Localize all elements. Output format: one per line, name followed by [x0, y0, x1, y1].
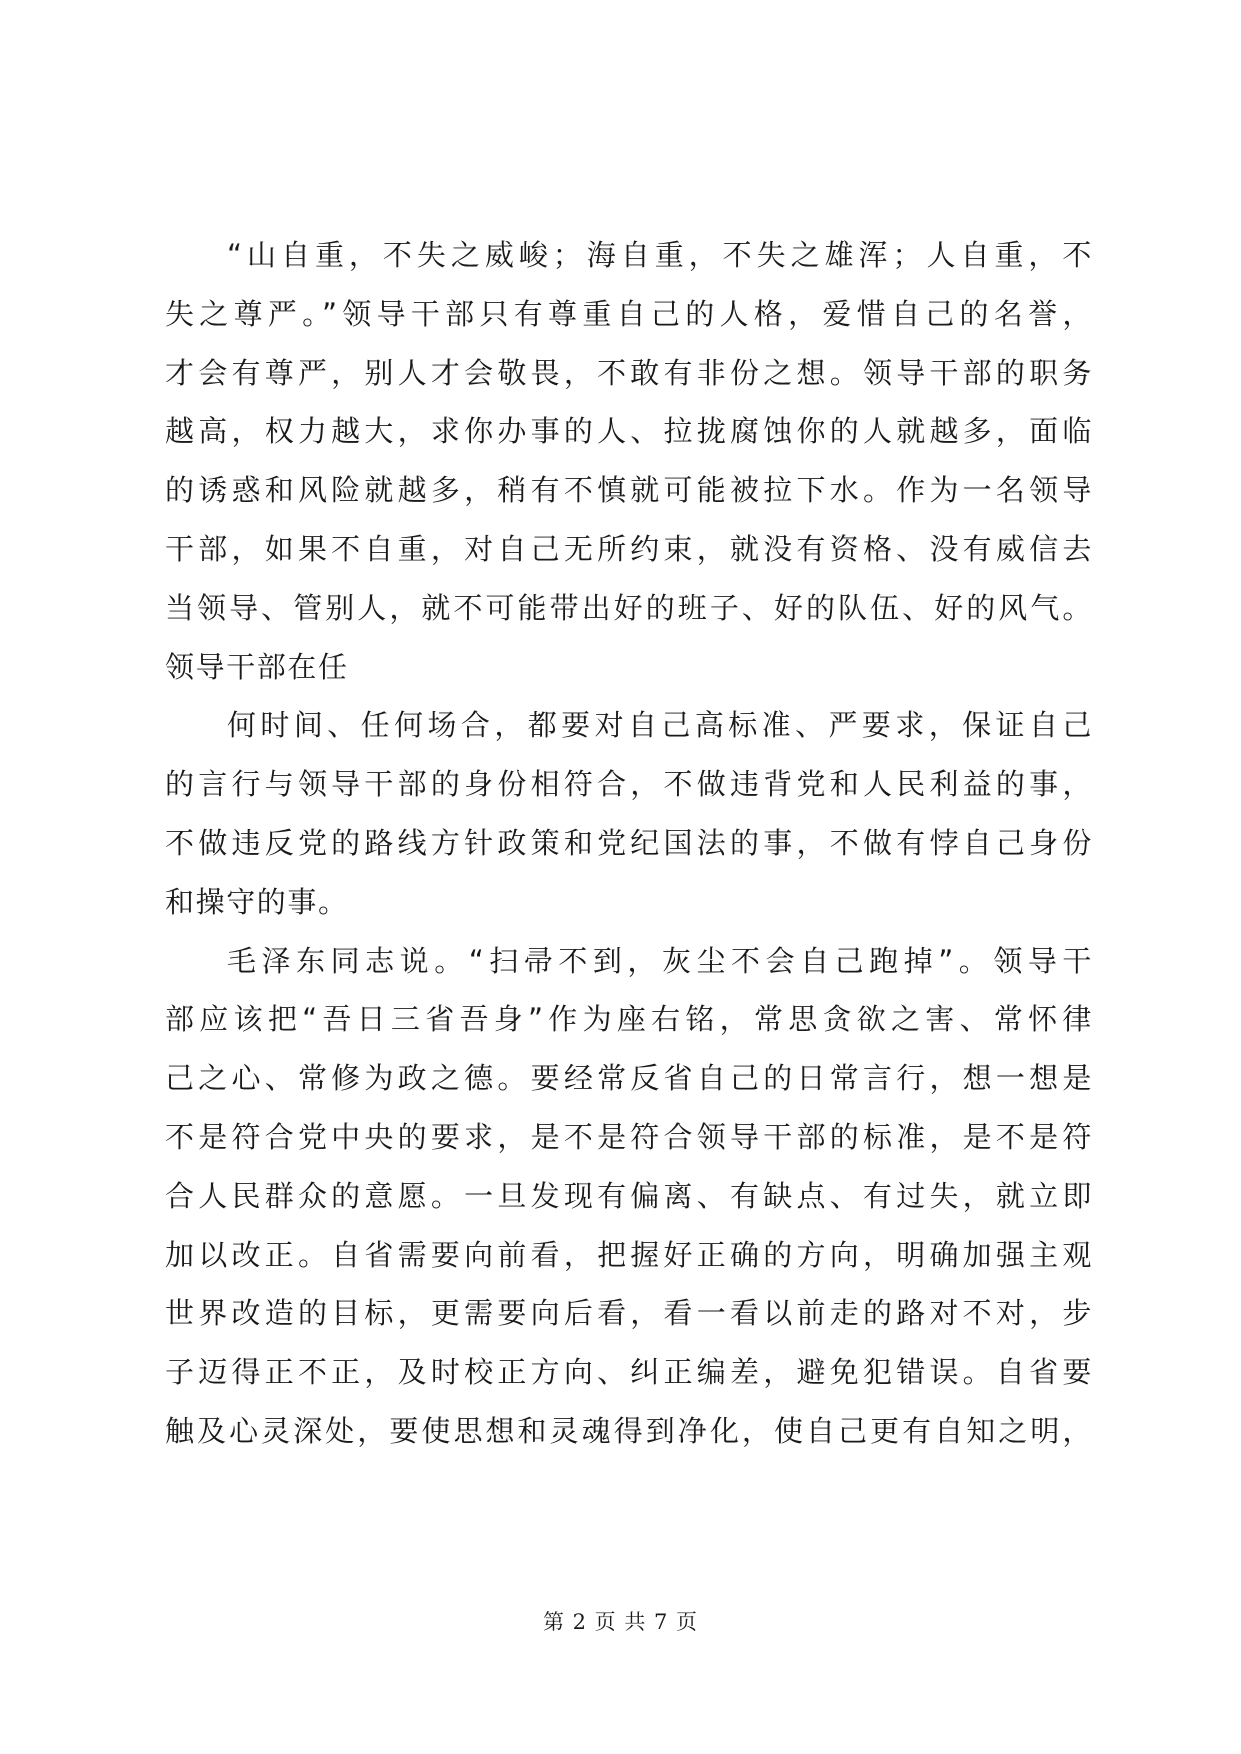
- text-line: 毛泽东同志说。“扫帚不到，灰尘不会自己跑掉”。领导干: [227, 943, 1093, 978]
- page-number-label: 第 2 页 共 7 页: [542, 1610, 699, 1634]
- text-line: 领导干部在任: [165, 649, 349, 684]
- text-line: 部应该把“吾日三省吾身”作为座右铭，常思贪欲之害、常怀律: [165, 1002, 1093, 1037]
- text-line: 己之心、常修为政之德。要经常反省自己的日常言行，想一想是: [165, 1061, 1093, 1096]
- paragraph-1: [165, 226, 1093, 696]
- text-line: 加以改正。自省需要向前看，把握好正确的方向，明确加强主观: [165, 1237, 1093, 1272]
- text-line: 不做违反党的路线方针政策和党纪国法的事，不做有悖自己身份: [165, 825, 1093, 860]
- text-line: 子迈得正不正，及时校正方向、纠正编差，避免犯错误。自省要: [165, 1355, 1093, 1390]
- text-line: 和操守的事。: [165, 884, 349, 919]
- body-text: [165, 226, 1093, 1461]
- text-line: 当领导、管别人，就不可能带出好的班子、好的队伍、好的风气。: [165, 590, 1093, 625]
- text-line: 才会有尊严，别人才会敬畏，不敢有非份之想。领导干部的职务: [165, 355, 1093, 390]
- text-line: 越高，权力越大，求你办事的人、拉拢腐蚀你的人就越多，面临: [165, 414, 1093, 449]
- text-line: 世界改造的目标，更需要向后看，看一看以前走的路对不对，步: [165, 1296, 1093, 1331]
- paragraph-2: [165, 696, 1093, 931]
- text-line: 何时间、任何场合，都要对自己高标准、严要求，保证自己: [227, 708, 1093, 743]
- text-line: 的诱惑和风险就越多，稍有不慎就可能被拉下水。作为一名领导: [165, 473, 1093, 508]
- text-line: “山自重，不失之威峻；海自重，不失之雄浑；人自重，不: [227, 238, 1093, 272]
- page-footer: [0, 1606, 1241, 1636]
- text-line: 触及心灵深处，要使思想和灵魂得到净化，使自己更有自知之明，: [165, 1413, 1093, 1448]
- text-line: 不是符合党中央的要求，是不是符合领导干部的标准，是不是符: [165, 1119, 1093, 1154]
- text-line: 干部，如果不自重，对自己无所约束，就没有资格、没有威信去: [165, 531, 1093, 566]
- text-line: 失之尊严。”领导干部只有尊重自己的人格，爱惜自己的名誉，: [165, 296, 1093, 331]
- text-line: 合人民群众的意愿。一旦发现有偏离、有缺点、有过失，就立即: [165, 1178, 1093, 1213]
- paragraph-3: [165, 932, 1093, 1461]
- text-line: 的言行与领导干部的身份相符合，不做违背党和人民利益的事，: [165, 767, 1093, 802]
